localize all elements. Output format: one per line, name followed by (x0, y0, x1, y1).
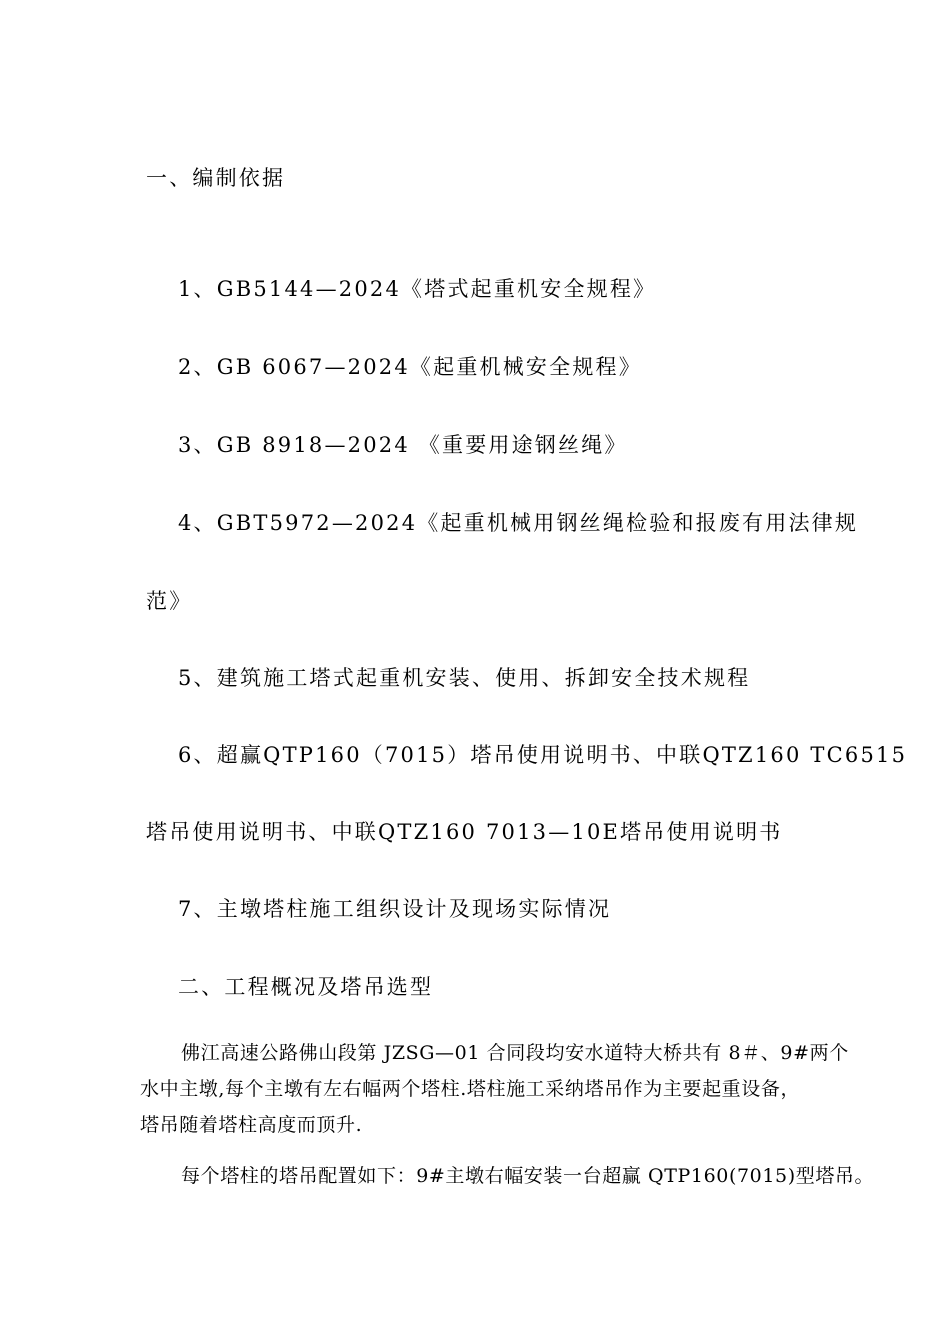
overview-paragraph-line-2: 水中主墩,每个主墩有左右幅两个塔柱.塔柱施工采纳塔吊作为主要起重设备， (140, 1078, 801, 1100)
crane-config-paragraph: 每个塔柱的塔吊配置如下：9#主墩右幅安装一台超赢 QTP160(7015)型塔吊。 (181, 1165, 875, 1187)
basis-item-7: 7、主墩塔柱施工组织设计及现场实际情况 (178, 897, 612, 921)
basis-item-5: 5、建筑施工塔式起重机安装、使用、拆卸安全技术规程 (178, 666, 751, 690)
overview-paragraph-line-1: 佛江高速公路佛山段第 JZSG—01 合同段均安水道特大桥共有 8＃、9#两个 (181, 1042, 849, 1064)
basis-item-6: 6、超赢QTP160（7015）塔吊使用说明书、中联QTZ160 TC6515 (178, 743, 908, 767)
basis-item-6-continued: 塔吊使用说明书、中联QTZ160 7013—10E塔吊使用说明书 (146, 820, 783, 844)
basis-item-4-continued: 范》 (146, 589, 193, 613)
section-1-heading: 一、编制依据 (146, 166, 286, 190)
overview-paragraph-line-3: 塔吊随着塔柱高度而顶升. (140, 1114, 363, 1136)
basis-item-2: 2、GB 6067—2024《起重机械安全规程》 (178, 355, 642, 379)
basis-item-1: 1、GB5144—2024《塔式起重机安全规程》 (178, 277, 657, 301)
basis-item-4: 4、GBT5972—2024《起重机械用钢丝绳检验和报废有用法律规 (178, 511, 859, 535)
basis-item-3: 3、GB 8918—2024 《重要用途钢丝绳》 (178, 433, 628, 457)
section-2-heading: 二、工程概况及塔吊选型 (178, 975, 434, 999)
